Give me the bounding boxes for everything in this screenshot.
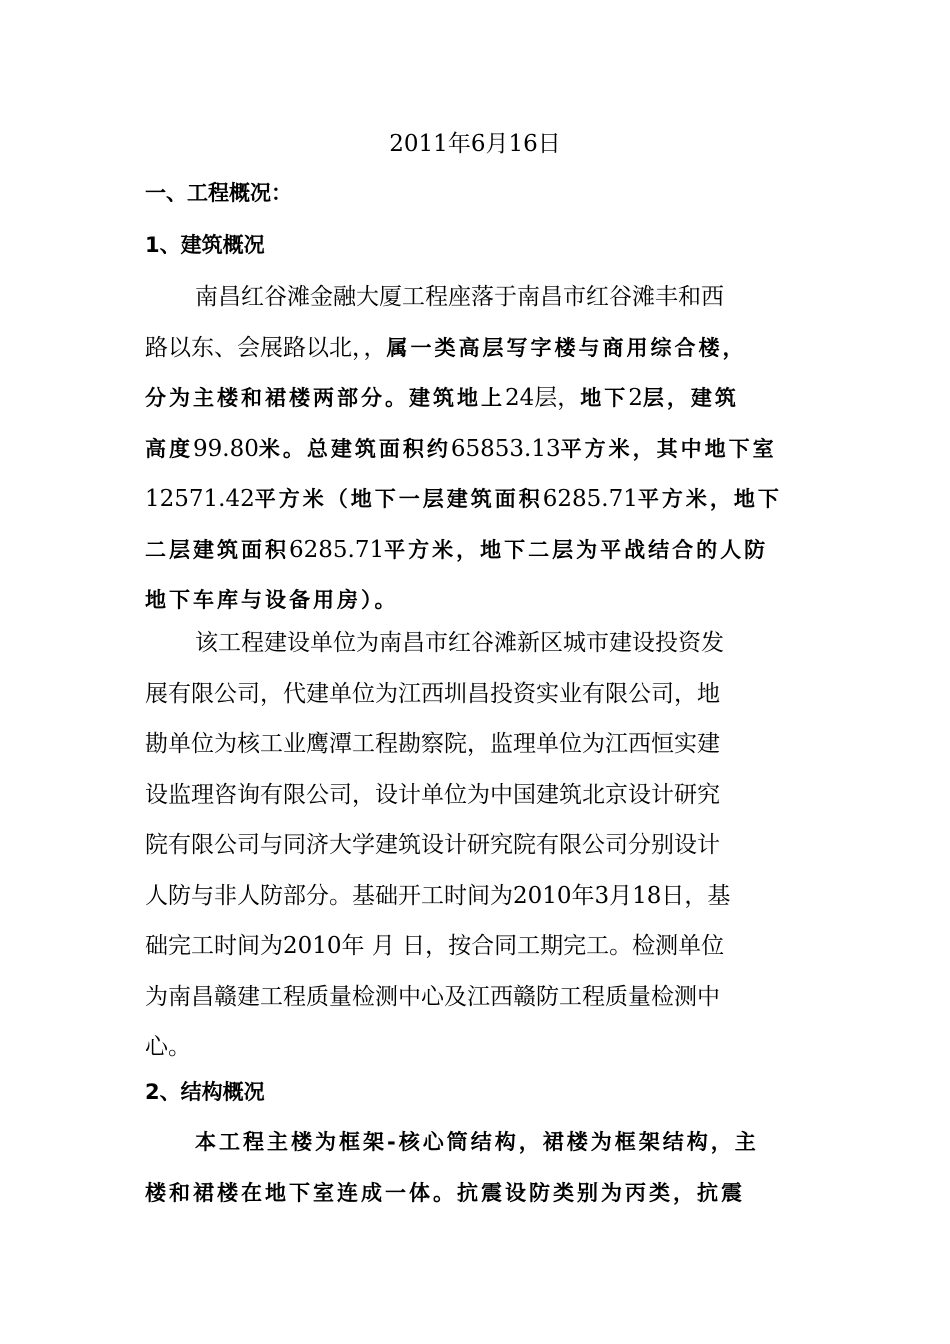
text-line: 人防与非人防部分。基础开工时间为2010年3月18日，基 — [145, 882, 731, 909]
text-line — [145, 424, 807, 475]
text-line: 展有限公司，代建单位为江西圳昌投资实业有限公司，地 — [145, 680, 720, 707]
text-run-bold: 分为主楼和裙楼两部分。建筑地上 — [145, 386, 505, 410]
text-line-bold: 楼和裙楼在地下室连成一体。抗震设防类别为丙类，抗震 — [145, 1180, 745, 1205]
text-run-bold: 地下车库与设备用房）。 — [145, 588, 399, 612]
text-line: 该工程建设单位为南昌市红谷滩新区城市建设投资发 — [195, 630, 724, 656]
text-run: 65853.13 — [450, 435, 561, 462]
text-line — [145, 525, 807, 576]
text-run-bold: 平方米，地下二层为平战结合的人防 — [384, 537, 769, 562]
paragraph-project-parties — [145, 618, 807, 1073]
text-run: 99.80 — [193, 435, 259, 462]
text-line: 南昌红谷滩金融大厦工程座落于南昌市红谷滩丰和西 — [195, 284, 724, 310]
subsection-heading-structure: 2、结构概况 — [145, 1080, 265, 1104]
text-run-bold: 属一类高层写字楼与商用综合楼， — [386, 335, 747, 360]
text-run-bold: 平方米（地下一层建筑面积 — [254, 487, 543, 511]
text-run: 24 — [505, 385, 535, 411]
text-line — [145, 373, 807, 424]
text-line: 院有限公司与同济大学建筑设计研究院有限公司分别设计 — [145, 832, 720, 858]
text-run-bold: 平方米，地下 — [637, 487, 782, 511]
text-run-bold: 地下 — [580, 386, 629, 410]
text-run: 6285.71 — [542, 486, 638, 512]
text-run-bold: 层，建筑 — [642, 386, 739, 410]
text-run-bold: 高度 — [145, 436, 193, 461]
section-heading-project-overview: 一、工程概况： — [145, 181, 292, 205]
text-run: 6285.71 — [289, 536, 385, 563]
text-run: 2 — [628, 385, 643, 411]
text-line: 为南昌赣建工程质量检测中心及江西赣防工程质量检测中 — [145, 983, 720, 1010]
text-line: 设监理咨询有限公司，设计单位为中国建筑北京设计研究 — [145, 781, 720, 808]
subsection-heading-architecture: 1、建筑概况 — [145, 233, 265, 257]
text-line — [145, 474, 807, 525]
text-run: 12571.42 — [145, 486, 255, 512]
paragraph-structure-overview — [145, 1117, 807, 1218]
text-line: 心。 — [145, 1034, 191, 1060]
text-run-bold: 米。总建筑面积约 — [258, 436, 451, 461]
text-run-bold: 二层建筑面积 — [145, 537, 289, 562]
text-run: 路以东、会展路以北，， — [145, 334, 387, 361]
text-line-bold: 本工程主楼为框架-核心筒结构，裙楼为框架结构，主 — [195, 1130, 759, 1154]
text-run: 层， — [534, 385, 581, 411]
text-line — [145, 323, 807, 374]
text-run-bold: 平方米，其中地下室 — [560, 436, 777, 461]
document-date: 2011年6月16日 — [389, 131, 561, 157]
text-line: 础完工时间为2010年 月 日，按合同工期完工。检测单位 — [145, 933, 725, 959]
text-line: 勘单位为核工业鹰潭工程勘察院，监理单位为江西恒实建 — [145, 731, 720, 757]
paragraph-architecture-overview — [145, 272, 807, 626]
